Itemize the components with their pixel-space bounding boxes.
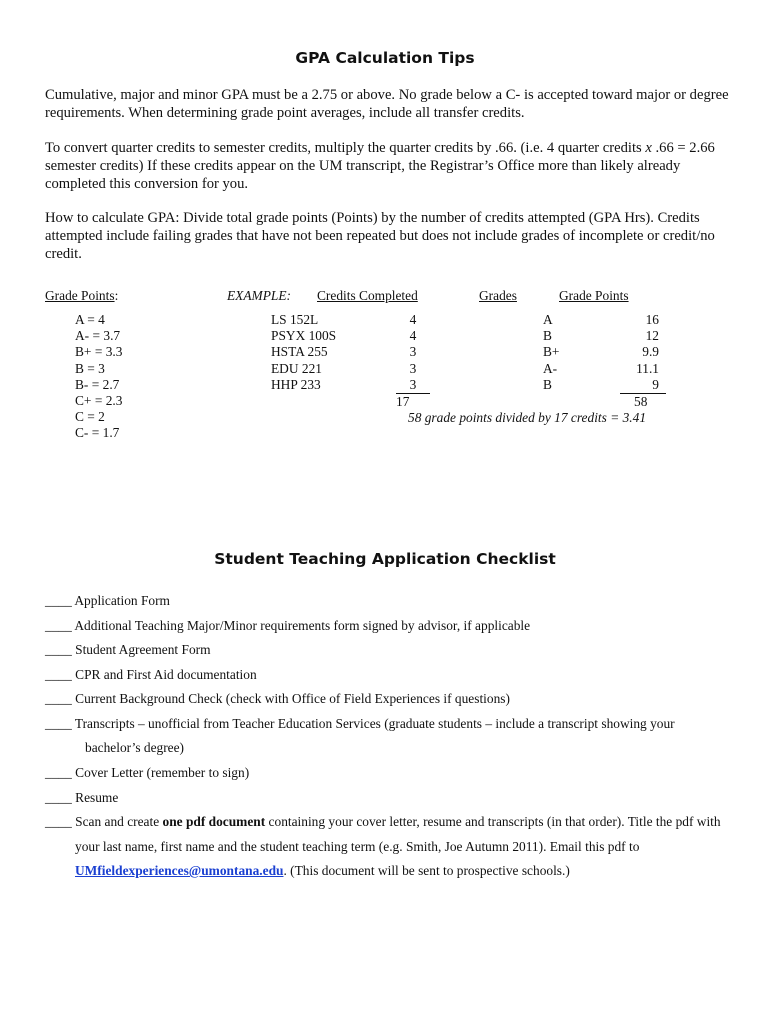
point-value: 11.1 xyxy=(636,360,659,376)
point-value: 12 xyxy=(645,328,659,344)
credit-value: 4 xyxy=(409,328,417,344)
grade-value: A xyxy=(543,312,553,327)
grade-scale-item: B = 3 xyxy=(75,360,105,376)
checklist-item: ____ Application Form xyxy=(45,593,170,608)
checklist-blank: ____ xyxy=(45,765,72,780)
grade-scale-list xyxy=(75,312,122,442)
quarter-conversion-text-a: To convert quarter credits to semester credits, multiply the quarter credits by .66. (i.e. 4 quarter credits xyxy=(45,140,646,156)
multiply-symbol: x xyxy=(645,140,652,156)
checklist-blank: ____ xyxy=(45,642,72,657)
credit-value: 4 xyxy=(409,312,417,327)
gpa-example-summary: 58 grade points divided by 17 credits = 3.41 xyxy=(408,410,647,425)
course-item: HSTA 255 xyxy=(271,344,328,360)
checklist-blank: ____ xyxy=(45,618,72,633)
grade-points-heading: Grade Points: xyxy=(45,288,119,303)
grade-scale-item: C- = 1.7 xyxy=(75,425,120,441)
checklist-item-continuation: UMfieldexperiences@umontana.edu. (This document will be sent to prospective schools.) xyxy=(75,863,570,878)
example-label: EXAMPLE: xyxy=(227,288,291,303)
course-list xyxy=(271,312,336,393)
point-value: 9 xyxy=(652,376,659,392)
checklist-blank: ____ xyxy=(45,691,72,706)
course-item: LS 152L xyxy=(271,312,319,327)
credit-value: 3 xyxy=(409,360,417,376)
grade-scale-item: B+ = 3.3 xyxy=(75,344,123,360)
quarter-conversion-paragraph xyxy=(45,139,735,194)
grade-scale-item: C+ = 2.3 xyxy=(75,393,123,409)
quarter-conversion-text-b: .66 = 2.66 semester credits) If these credits appear on the UM transcript, the Registrar’s Office more than likely already completed this conversion for you. xyxy=(45,140,715,193)
gpa-howto-paragraph: How to calculate GPA: Divide total grade points (Points) by the number of credits attempted (GPA Hrs). Credits attempted include failing grades that have not been repeated but does not include grades of incomplete or credit/no credit. xyxy=(45,210,715,263)
point-value: 9.9 xyxy=(642,344,659,360)
checklist-blank: ____ xyxy=(45,814,72,829)
course-item: PSYX 100S xyxy=(271,328,337,344)
grades-list xyxy=(543,312,559,393)
checklist-title: Student Teaching Application Checklist xyxy=(214,550,556,568)
checklist-item: ____ Student Agreement Form xyxy=(45,642,211,657)
course-item: EDU 221 xyxy=(271,360,322,376)
points-total: 58 xyxy=(634,394,648,409)
checklist-blank: ____ xyxy=(45,790,72,805)
checklist-blank: ____ xyxy=(45,593,72,608)
grade-value: B xyxy=(543,328,552,344)
grade-scale-item: B- = 2.7 xyxy=(75,376,120,392)
point-value: 16 xyxy=(645,312,659,327)
credits-list xyxy=(396,312,430,394)
grades-heading: Grades xyxy=(479,288,517,303)
grade-value: A- xyxy=(543,360,558,376)
checklist-blank: ____ xyxy=(45,667,72,682)
grade-scale-item: A = 4 xyxy=(75,312,105,327)
checklist-item: ____ Transcripts – unofficial from Teacher Education Services (graduate students – include a transcript showing your xyxy=(45,716,675,731)
email-link[interactable]: UMfieldexperiences@umontana.edu xyxy=(75,863,284,878)
grade-scale-item: C = 2 xyxy=(75,409,105,425)
checklist-item-continuation: bachelor’s degree) xyxy=(85,740,185,755)
checklist-item-continuation: your last name, first name and the student teaching term (e.g. Smith, Joe Autumn 2011). Email this pdf to xyxy=(75,839,640,854)
grade-scale-item: A- = 3.7 xyxy=(75,328,121,344)
grade-points-column-heading: Grade Points xyxy=(559,288,629,303)
checklist-item: ____ Current Background Check (check with Office of Field Experiences if questions) xyxy=(45,691,510,706)
course-item: HHP 233 xyxy=(271,376,321,392)
checklist-blank: ____ xyxy=(45,716,72,731)
grade-value: B xyxy=(543,376,552,392)
one-pdf-emphasis: one pdf document xyxy=(162,814,266,829)
checklist-item: ____ Scan and create one pdf document containing your cover letter, resume and transcripts (in that order). Title the pdf with xyxy=(45,814,721,829)
credit-value: 3 xyxy=(396,377,430,394)
credit-value: 3 xyxy=(409,344,417,360)
checklist-item: ____ Additional Teaching Major/Minor requirements form signed by advisor, if applicable xyxy=(45,618,531,633)
grade-value: B+ xyxy=(543,344,560,360)
points-list xyxy=(607,312,659,393)
gpa-tips-title: GPA Calculation Tips xyxy=(295,49,475,67)
gpa-requirement-paragraph: Cumulative, major and minor GPA must be a 2.75 or above. No grade below a C- is accepted toward major or degree requirements. When determining grade point averages, include all transfer credits. xyxy=(45,87,729,122)
checklist-item: ____ CPR and First Aid documentation xyxy=(45,667,257,682)
checklist-item: ____ Resume xyxy=(45,790,119,805)
credits-completed-heading: Credits Completed xyxy=(317,288,418,303)
credits-total: 17 xyxy=(396,394,410,409)
checklist-item: ____ Cover Letter (remember to sign) xyxy=(45,765,250,780)
